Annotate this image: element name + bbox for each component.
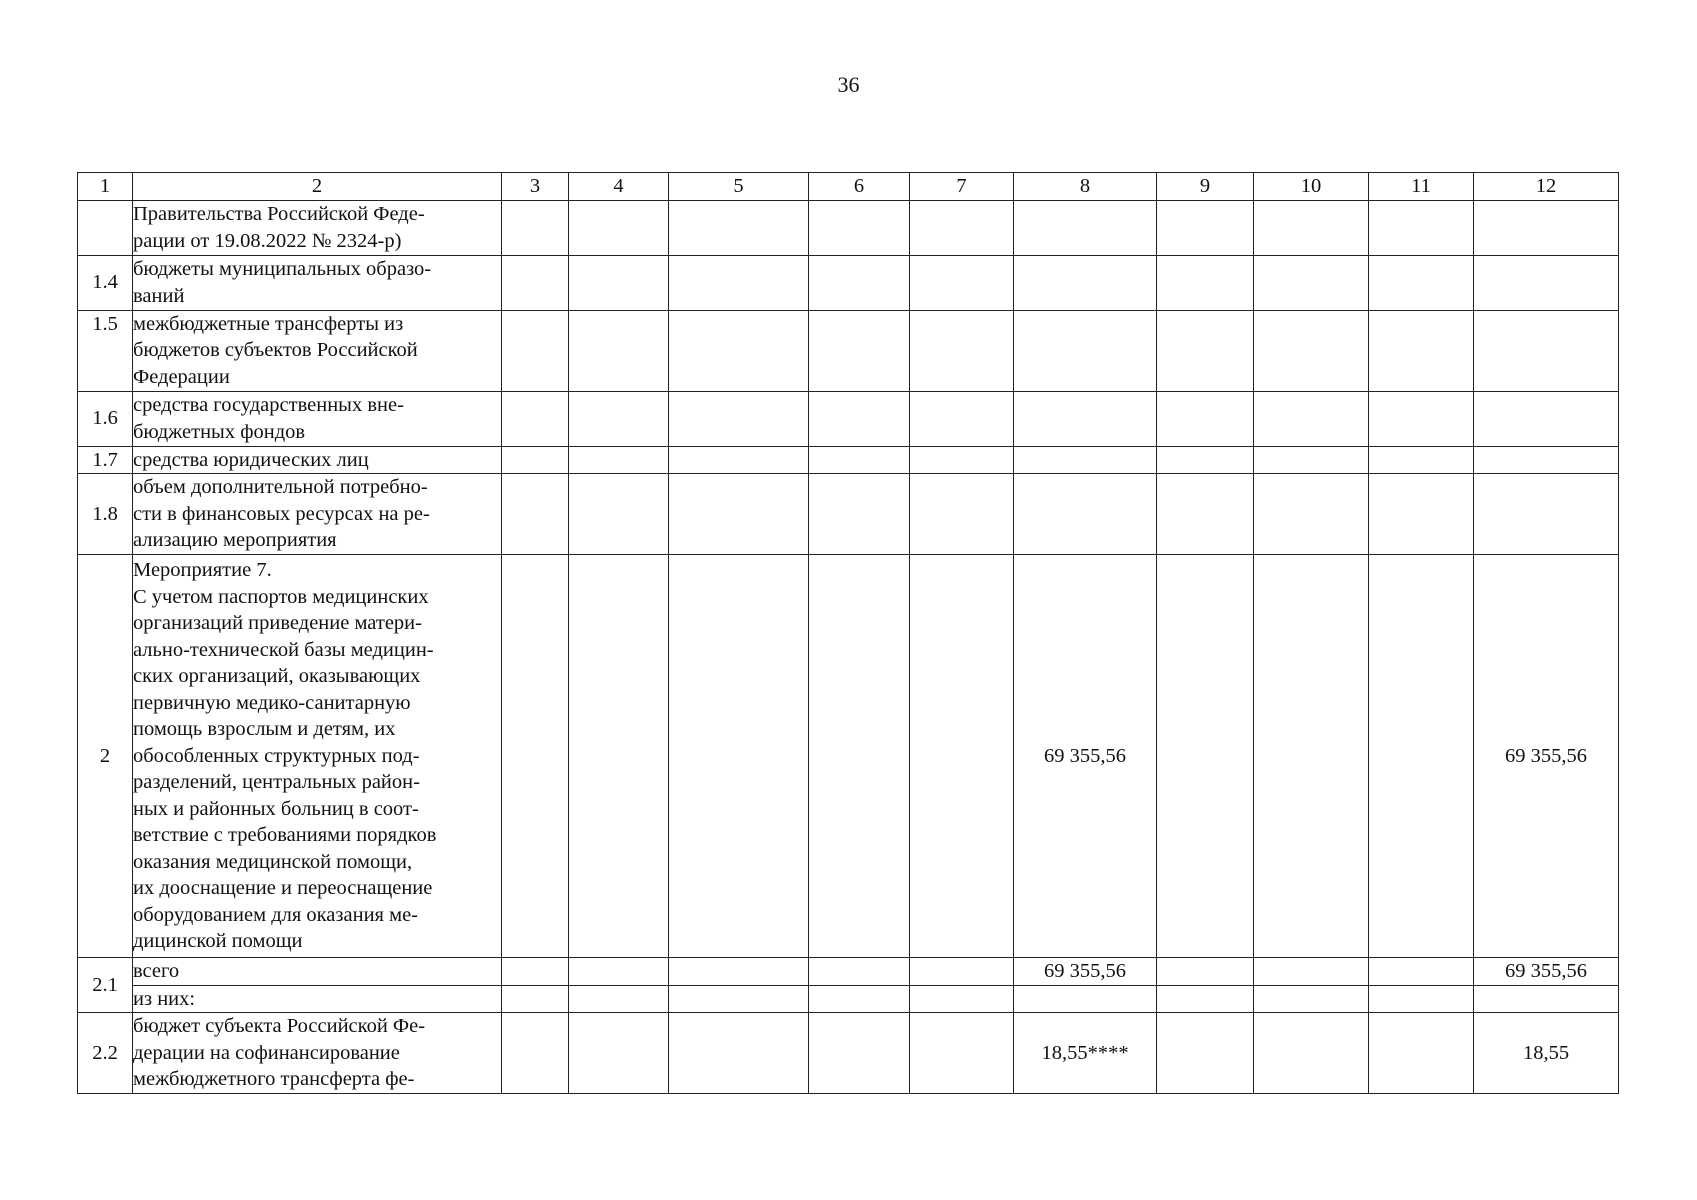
table-row xyxy=(78,474,1619,555)
row-description xyxy=(133,985,502,1013)
description-line: оказания медицинской помощи, xyxy=(133,850,413,873)
description-line: Правительства Российской Феде- xyxy=(133,203,425,225)
column-header: 12 xyxy=(1474,173,1619,201)
value-cell: 69 355,56 xyxy=(1474,555,1619,958)
column-header: 10 xyxy=(1254,173,1369,201)
row-description xyxy=(133,1013,502,1094)
row-description xyxy=(133,255,502,310)
description-line: средства юридических лиц xyxy=(133,448,369,471)
value-cell: 18,55 xyxy=(1474,1013,1619,1094)
table-row xyxy=(78,200,1619,255)
description-line: объем дополнительной потребно- xyxy=(133,476,428,499)
table-row xyxy=(78,446,1619,474)
table-row xyxy=(78,1013,1619,1094)
column-header: 5 xyxy=(669,173,809,201)
row-number: 2.1 xyxy=(78,958,133,1013)
description-line: обособленных структурных под- xyxy=(133,744,420,767)
row-description xyxy=(133,446,502,474)
description-line: оборудованием для оказания ме- xyxy=(133,903,418,926)
description-line: Мероприятие 7. xyxy=(133,559,272,582)
row-number xyxy=(78,200,133,255)
description-line: ваний xyxy=(133,284,185,307)
description-line: их дооснащение и переоснащение xyxy=(133,877,433,900)
row-number: 1.8 xyxy=(78,474,133,555)
description-line: из них: xyxy=(133,987,196,1010)
description-line: первичную медико-санитарную xyxy=(133,691,411,714)
row-number: 1.7 xyxy=(78,446,133,474)
row-number: 2 xyxy=(78,555,133,958)
description-line: разделений, центральных район- xyxy=(133,771,420,794)
column-number-row xyxy=(78,173,1619,201)
row-description xyxy=(133,555,502,958)
description-line: всего xyxy=(133,960,180,982)
row-number: 2.2 xyxy=(78,1013,133,1094)
description-line: ализацию мероприятия xyxy=(133,529,337,552)
description-line: бюджетных фондов xyxy=(133,420,306,443)
column-header: 2 xyxy=(133,173,502,201)
description-line: межбюджетного трансферта фе- xyxy=(133,1068,415,1091)
description-line: средства государственных вне- xyxy=(133,394,404,416)
row-description xyxy=(133,391,502,446)
description-line: С учетом паспортов медицинских xyxy=(133,585,429,608)
page-number: 36 xyxy=(837,72,860,97)
table-row xyxy=(78,985,1619,1013)
description-line: Федерации xyxy=(133,365,230,388)
description-line: ветствие с требованиями порядков xyxy=(133,824,437,847)
value-cell: 69 355,56 xyxy=(1014,958,1157,986)
column-header: 7 xyxy=(910,173,1014,201)
description-line: дицинской помощи xyxy=(133,930,303,953)
row-description xyxy=(133,958,502,986)
table-row xyxy=(78,391,1619,446)
column-header: 4 xyxy=(569,173,669,201)
description-line: межбюджетные трансферты из xyxy=(133,312,404,335)
column-header: 6 xyxy=(809,173,910,201)
description-line: организаций приведение матери- xyxy=(133,612,422,635)
value-cell: 69 355,56 xyxy=(1474,958,1619,986)
row-description xyxy=(133,474,502,555)
description-line: рации от 19.08.2022 № 2324-р) xyxy=(133,229,402,252)
description-line: бюджет субъекта Российской Фе- xyxy=(133,1015,426,1038)
column-header: 1 xyxy=(78,173,133,201)
row-number: 1.5 xyxy=(78,310,133,391)
column-header: 8 xyxy=(1014,173,1157,201)
row-description xyxy=(133,200,502,255)
row-description xyxy=(133,310,502,391)
financing-table xyxy=(77,172,1619,1094)
description-line: сти в финансовых ресурсах на ре- xyxy=(133,502,430,525)
description-line: помощь взрослым и детям, их xyxy=(133,718,396,741)
table-row xyxy=(78,255,1619,310)
column-header: 3 xyxy=(502,173,569,201)
row-number: 1.4 xyxy=(78,255,133,310)
description-line: ально-технической базы медицин- xyxy=(133,638,434,661)
column-header: 11 xyxy=(1369,173,1474,201)
description-line: бюджетов субъектов Российской xyxy=(133,339,418,362)
description-line: дерации на софинансирование xyxy=(133,1041,400,1064)
description-line: бюджеты муниципальных образо- xyxy=(133,258,432,280)
description-line: ных и районных больниц в соот- xyxy=(133,797,419,820)
table-row xyxy=(78,555,1619,958)
row-number: 1.6 xyxy=(78,391,133,446)
table-row xyxy=(78,310,1619,391)
value-cell: 69 355,56 xyxy=(1014,555,1157,958)
description-line: ских организаций, оказывающих xyxy=(133,665,421,688)
value-cell: 18,55**** xyxy=(1014,1013,1157,1094)
table-row xyxy=(78,958,1619,986)
column-header: 9 xyxy=(1157,173,1254,201)
